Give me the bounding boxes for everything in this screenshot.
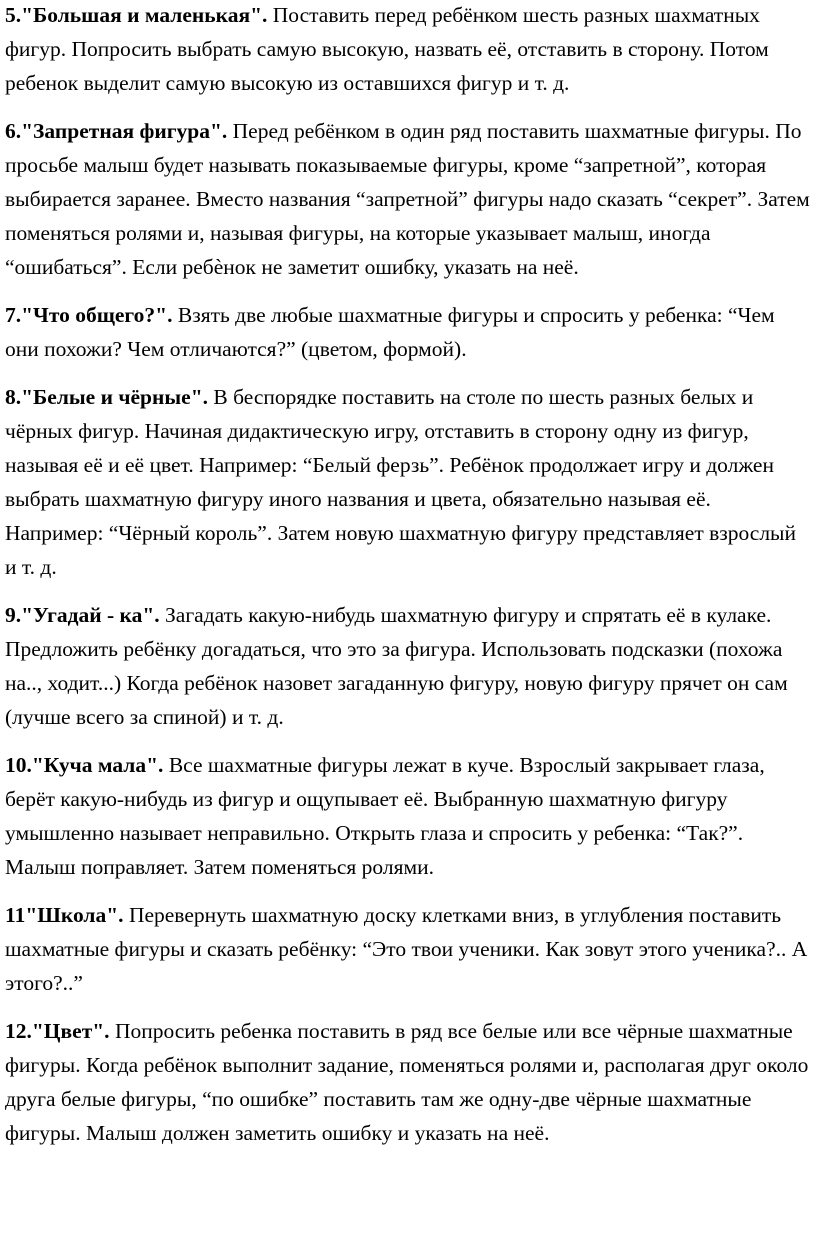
game-item-9	[5, 598, 810, 734]
game-item-11	[5, 898, 810, 1000]
game-item-5	[5, 0, 810, 100]
game-title: 12."Цвет".	[5, 1019, 110, 1043]
game-description: Перевернуть шахматную доску клетками вниз, в углубления поставить шахматные фигуры и сказать ребёнку: “Это твои ученики. Как зовут этого ученика?.. А этого?..”	[5, 903, 808, 995]
game-description: Все шахматные фигуры лежат в куче. Взрослый закрывает глаза, берёт какую-нибудь из фигур и ощупывает её. Выбранную шахматную фигуру умышленно называет неправильно. Открыть глаза и спросить у ребенка: “Так?”. Малыш поправляет. Затем поменяться ролями.	[5, 753, 765, 879]
game-title: 8."Белые и чёрные".	[5, 385, 209, 409]
game-title: 9."Угадай - ка".	[5, 603, 160, 627]
game-description: Перед ребёнком в один ряд поставить шахматные фигуры. По просьбе малыш будет называть показываемые фигуры, кроме “запретной”, которая выбирается заранее. Вместо названия “запретной” фигуры надо сказать “секрет”. Затем поменяться ролями и, называя фигуры, на которые указывает малыш, иногда “ошибаться”. Если ребѐнок не заметит ошибку, указать на неё.	[5, 119, 810, 279]
game-title: 10."Куча мала".	[5, 753, 164, 777]
game-item-7	[5, 298, 810, 366]
game-item-12	[5, 1014, 810, 1150]
game-item-6	[5, 114, 810, 284]
game-item-10	[5, 748, 810, 884]
game-description: Загадать какую-нибудь шахматную фигуру и спрятать её в кулаке. Предложить ребёнку догадаться, что это за фигура. Использовать подсказки (похожа на.., ходит...) Когда ребёнок назовет загаданную фигуру, новую фигуру прячет он сам (лучше всего за спиной) и т. д.	[5, 603, 788, 729]
game-description: В беспорядке поставить на столе по шесть разных белых и чёрных фигур. Начиная дидактическую игру, отставить в сторону одну из фигур, называя её и её цвет. Например: “Белый ферзь”. Ребёнок продолжает игру и должен выбрать шахматную фигуру иного названия и цвета, обязательно называя её. Например: “Чёрный король”. Затем новую шахматную фигуру представляет взрослый и т. д.	[5, 385, 796, 579]
game-title: 5."Большая и маленькая".	[5, 3, 268, 27]
game-description: Попросить ребенка поставить в ряд все белые или все чёрные шахматные фигуры. Когда ребёнок выполнит задание, поменяться ролями и, располагая друг около друга белые фигуры, “по ошибке” поставить там же одну-две чёрные шахматные фигуры. Малыш должен заметить ошибку и указать на неё.	[5, 1019, 809, 1145]
game-title: 7."Что общего?".	[5, 303, 173, 327]
game-title: 11"Школа".	[5, 903, 124, 927]
game-description: Взять две любые шахматные фигуры и спросить у ребенка: “Чем они похожи? Чем отличаются?” (цветом, формой).	[5, 303, 775, 361]
game-title: 6."Запретная фигура".	[5, 119, 228, 143]
game-item-8	[5, 380, 810, 584]
game-description: Поставить перед ребёнком шесть разных шахматных фигур. Попросить выбрать самую высокую, назвать её, отставить в сторону. Потом ребенок выделит самую высокую из оставшихся фигур и т. д.	[5, 3, 769, 95]
